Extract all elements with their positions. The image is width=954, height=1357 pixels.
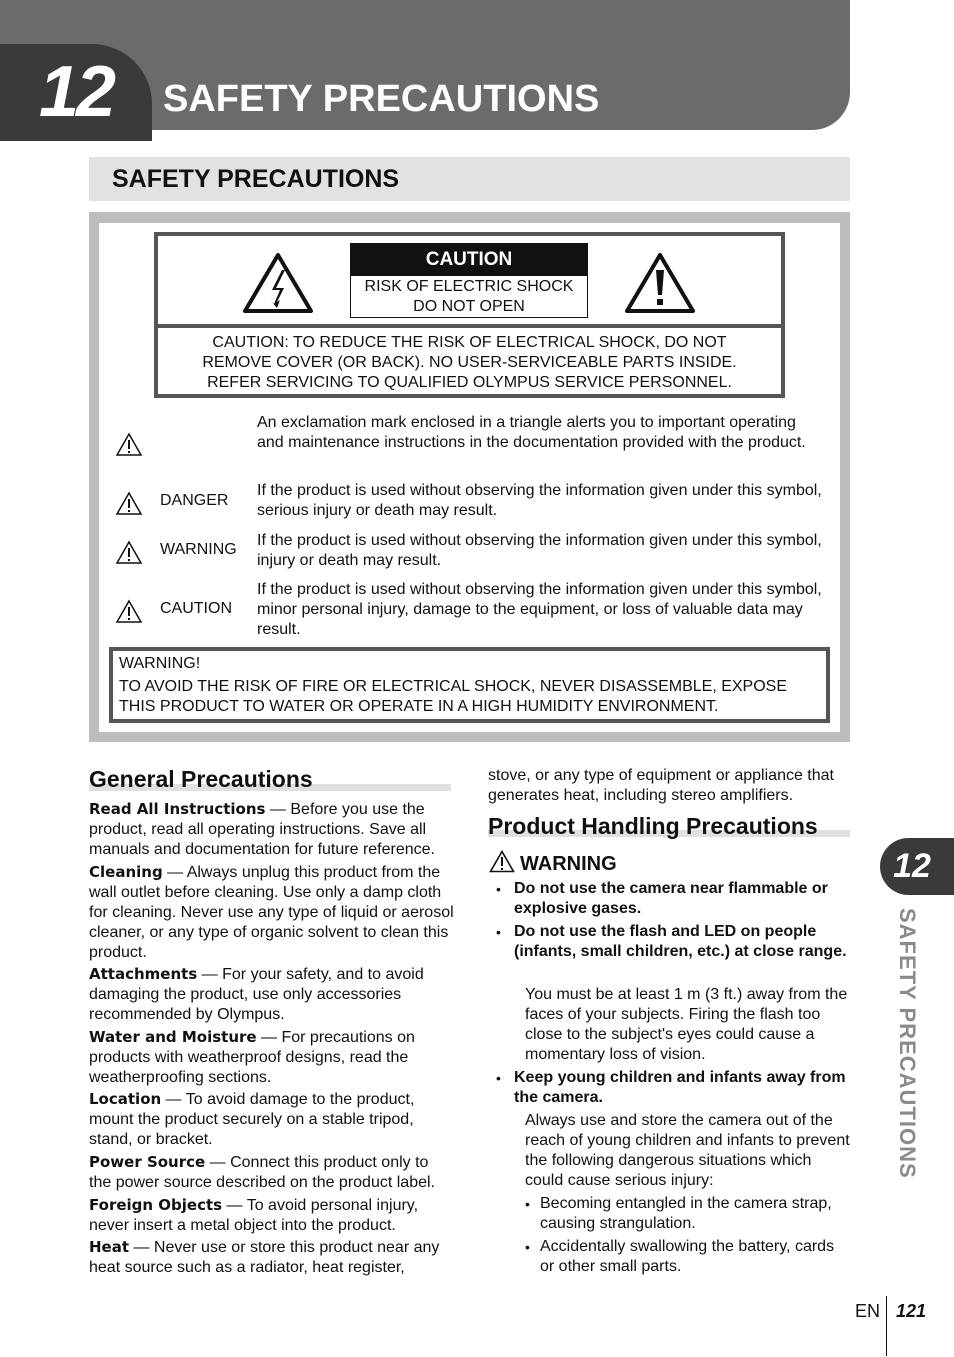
- general-precautions-heading: General Precautions: [89, 766, 313, 792]
- bullet-marker: •: [496, 924, 501, 940]
- symbol-label-danger: DANGER: [160, 492, 229, 509]
- precaution-text: — To avoid personal injury, never insert a metal object into the product.: [89, 1197, 419, 1234]
- precaution-item: [89, 862, 454, 963]
- symbol-description: If the product is used without observing the information given under this symbol, minor personal injury, damage to the equipment, or loss of valuable data may result.: [257, 581, 822, 638]
- precaution-term: Cleaning: [89, 863, 163, 881]
- exclamation-triangle-icon: [115, 491, 143, 516]
- section-title: SAFETY PRECAUTIONS: [112, 165, 400, 193]
- caution-body-line: REMOVE COVER (OR BACK). NO USER-SERVICEABLE PARTS INSIDE.: [202, 354, 737, 371]
- caution-subtext-line: DO NOT OPEN: [413, 298, 525, 315]
- warning-label: WARNING: [520, 853, 617, 875]
- handling-bullet-body: You must be at least 1 m (3 ft.) away from the faces of your subjects. Firing the flash too close to the subject's eyes could cause a momentary loss of vision.: [525, 986, 848, 1063]
- exclamation-triangle-icon: [115, 432, 143, 457]
- caution-label-divider: [154, 324, 785, 328]
- warning-box-text: [119, 654, 824, 717]
- warning-box-heading: WARNING!: [119, 655, 201, 672]
- precaution-continued-text: stove, or any type of equipment or appliance that generates heat, including stereo amplifiers.: [488, 767, 834, 804]
- precaution-text: — Connect this product only to the power source described on the product label.: [89, 1154, 435, 1191]
- exclamation-warning-icon: [624, 252, 696, 314]
- side-tab-label: SAFETY PRECAUTIONS: [895, 908, 920, 1179]
- caution-subtext-line: RISK OF ELECTRIC SHOCK: [364, 278, 574, 295]
- precaution-item: [89, 799, 454, 860]
- caution-heading: CAUTION: [350, 243, 588, 275]
- precaution-item: [89, 1027, 454, 1088]
- precaution-item: [89, 1152, 454, 1193]
- sub-bullet-marker: •: [525, 1196, 530, 1212]
- precaution-text: — Always unplug this product from the wall outlet before cleaning. Use only a damp cloth for cleaning. Never use any type of liquid or aerosol cleaner, or any type of organic solvent to clean this product.: [89, 864, 454, 961]
- product-handling-heading: Product Handling Precautions: [488, 813, 818, 839]
- precaution-item: [89, 964, 454, 1025]
- symbol-description: If the product is used without observing the information given under this symbol, injury or death may result.: [257, 532, 822, 569]
- precaution-term: Power Source: [89, 1153, 206, 1171]
- bullet-marker: •: [496, 881, 501, 897]
- precaution-term: Attachments: [89, 965, 198, 983]
- warning-box-body: TO AVOID THE RISK OF FIRE OR ELECTRICAL SHOCK, NEVER DISASSEMBLE, EXPOSE THIS PRODUCT TO WATER OR OPERATE IN A HIGH HUMIDITY ENVIRONMENT.: [119, 678, 788, 715]
- precaution-text: — For precautions on products with weatherproof designs, read the weatherproofing sections.: [89, 1029, 415, 1086]
- precaution-text: — Before you use the product, read all operating instructions. Save all manuals and documentation for future reference.: [89, 801, 435, 858]
- precaution-term: Foreign Objects: [89, 1196, 223, 1214]
- exclamation-triangle-icon: [115, 599, 143, 624]
- exclamation-triangle-icon: [115, 540, 143, 565]
- caution-subtext: [350, 275, 588, 318]
- sub-bullet-marker: •: [525, 1239, 530, 1255]
- chapter-number: 12: [38, 52, 114, 132]
- footer-language: EN: [855, 1301, 881, 1321]
- symbol-label-caution: CAUTION: [160, 600, 232, 617]
- electric-shock-warning-icon: [242, 252, 314, 314]
- precaution-item: [89, 1195, 454, 1236]
- sub-bullet-item: Becoming entangled in the camera strap, causing strangulation.: [540, 1195, 832, 1232]
- symbol-description: An exclamation mark enclosed in a triangle alerts you to important operating and maintenance instructions in the documentation provided with the product.: [257, 414, 806, 451]
- precaution-text: — To avoid damage to the product, mount the product securely on a stable tripod, stand, or bracket.: [89, 1091, 415, 1148]
- precaution-term: Water and Moisture: [89, 1028, 257, 1046]
- caution-body-line: CAUTION: TO REDUCE THE RISK OF ELECTRICAL SHOCK, DO NOT: [212, 334, 727, 351]
- chapter-title: SAFETY PRECAUTIONS: [163, 78, 600, 120]
- sub-bullet-item: Accidentally swallowing the battery, cards or other small parts.: [540, 1238, 835, 1275]
- footer-divider: [886, 1296, 887, 1356]
- precaution-text: — Never use or store this product near any heat source such as a radiator, heat register,: [89, 1239, 440, 1276]
- symbol-description: If the product is used without observing the information given under this symbol, serious injury or death may result.: [257, 482, 822, 519]
- page-number: 121: [896, 1301, 927, 1321]
- bullet-marker: •: [496, 1070, 501, 1086]
- symbol-label-warning: WARNING: [160, 541, 237, 558]
- precaution-term: Location: [89, 1090, 162, 1108]
- handling-bullet: Do not use the camera near flammable or explosive gases.: [514, 880, 828, 917]
- handling-bullet: Keep young children and infants away from the camera.: [514, 1069, 846, 1106]
- side-tab-number: 12: [893, 847, 931, 885]
- handling-bullet: Do not use the flash and LED on people (infants, small children, etc.) at close range.: [514, 923, 847, 960]
- caution-body-line: REFER SERVICING TO QUALIFIED OLYMPUS SERVICE PERSONNEL.: [207, 374, 732, 391]
- precaution-term: Heat: [89, 1238, 130, 1256]
- warning-triangle-icon: [489, 850, 515, 873]
- precaution-term: Read All Instructions: [89, 800, 266, 818]
- precaution-text: — For your safety, and to avoid damaging the product, use only accessories recommended by Olympus.: [89, 966, 424, 1023]
- handling-bullet-body: Always use and store the camera out of the reach of young children and infants to prevent the following dangerous situations which could cause serious injury:: [525, 1112, 850, 1189]
- caution-body-text: [160, 333, 779, 393]
- precaution-item: [89, 1237, 454, 1278]
- precaution-item: [89, 1089, 454, 1150]
